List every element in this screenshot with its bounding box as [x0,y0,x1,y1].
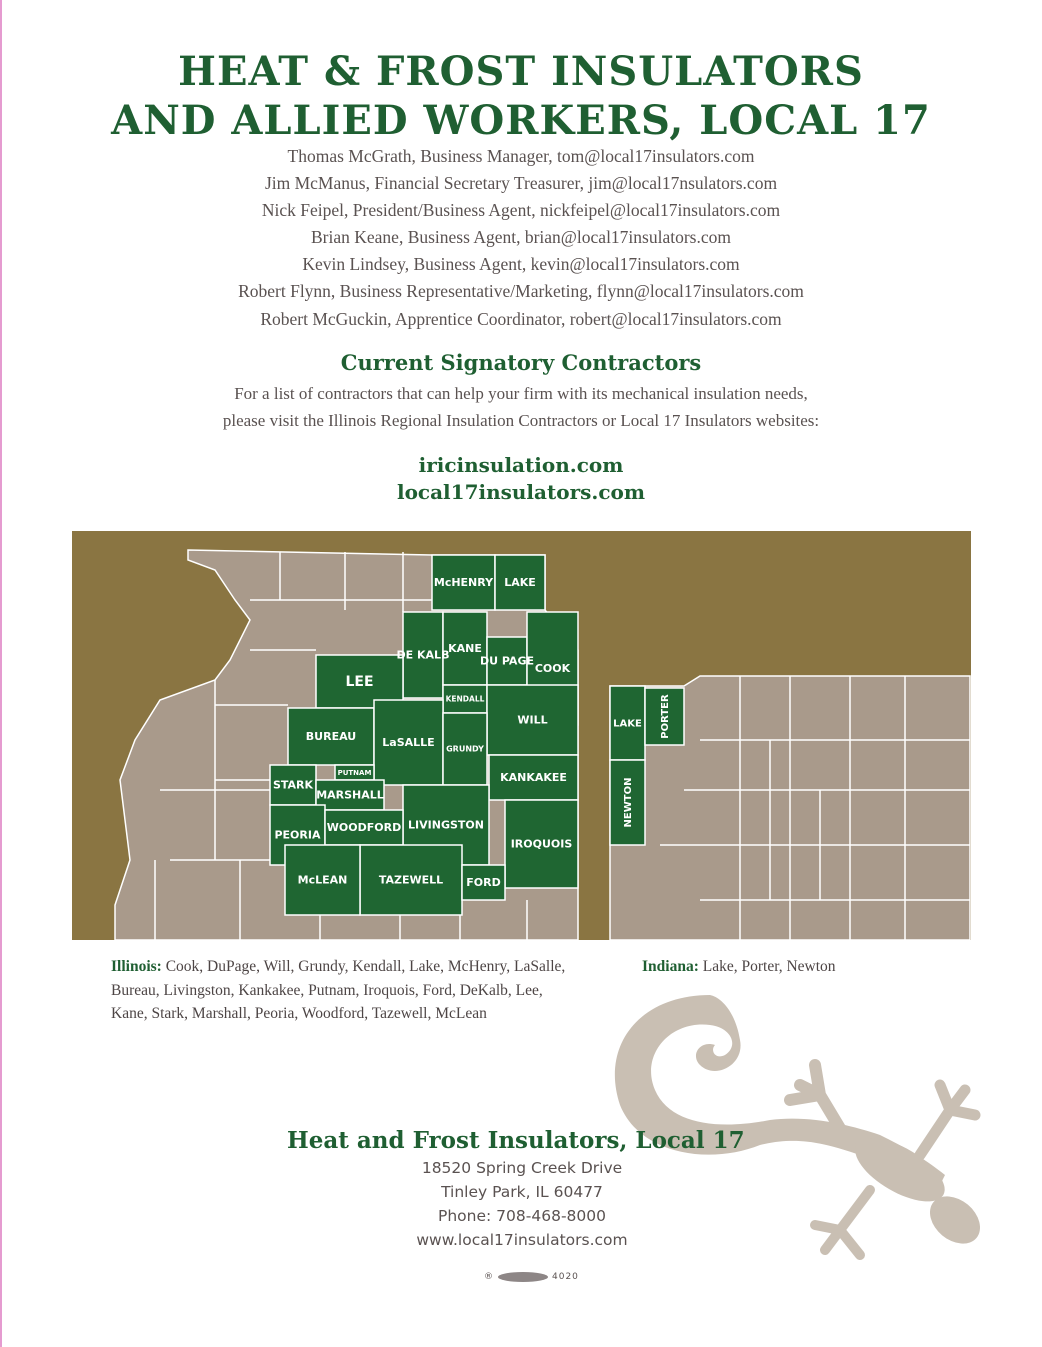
county-label: KANE [448,642,482,656]
footer-street: 18520 Spring Creek Drive [421,1159,623,1177]
footer-website[interactable]: www.local17insulators.com [416,1231,628,1249]
footer-address [322,1156,722,1252]
contact-item: Nick Feipel, President/Business Agent, nickfeipel@local17insulators.com [261,200,781,221]
county-label: WOODFORD [326,821,402,835]
county-label: LAKE [504,576,536,590]
contact-list [0,143,1042,333]
county-label: WILL [517,713,548,727]
union-bug [484,1272,579,1282]
county-label: PUTNAM [337,768,372,777]
indiana-counties [642,955,942,979]
iric-link[interactable]: iricinsulation.com [418,453,624,477]
contact-item: Kevin Lindsey, Business Agent, kevin@local17insulators.com [302,254,740,275]
county-label: BUREAU [305,730,357,744]
title-line-2: AND ALLIED WORKERS, LOCAL 17 [111,97,931,144]
footer-city: Tinley Park, IL 60477 [441,1183,603,1201]
county-label: FORD [466,876,501,890]
contact-item: Thomas McGrath, Business Manager, tom@local17insulators.com [287,146,755,166]
county-label: MARSHALL [316,788,384,802]
county-label: NEWTON [622,777,634,828]
footer-org-name: Heat and Frost Insulators, Local 17 [287,1127,745,1154]
indiana-list: Lake, Porter, Newton [702,958,836,975]
contact-item: Robert Flynn, Business Representative/Marketing, flynn@local17insulators.com [238,281,804,302]
county-label: PORTER [659,694,671,739]
contact-item: Robert McGuckin, Apprentice Coordinator, robert@local17insulators.com [260,308,782,329]
county-label: IROQUOIS [510,837,573,851]
county-label: LIVINGSTON [408,818,484,832]
county-label: PEORIA [274,828,321,842]
county-label: GRUNDY [446,744,484,754]
county-label: LAKE [613,718,642,730]
contractors-intro [0,380,1042,434]
intro-line: For a list of contractors that can help your firm with its mechanical insulation needs, [234,384,808,403]
footer-phone: Phone: 708-468-8000 [438,1207,606,1225]
contractors-heading: Current Signatory Contractors [340,350,702,375]
illinois-list: Cook, DuPage, Will, Grundy, Kendall, Lake, McHenry, LaSalle, Bureau, Livingston, Kankakee, Putnam, Iroquois, Ford, DeKalb, Lee, Kane, Stark, Marshall, Peoria, Woodford, Tazewell, McLean [111,958,566,1023]
registered-mark: ® [484,1272,494,1282]
county-label: TAZEWELL [378,873,444,887]
county-label: LEE [345,674,374,691]
county-label: DE KALB [396,648,450,662]
contact-item: Jim McManus, Financial Secretary Treasurer, jim@local17nsulators.com [264,173,778,194]
illinois-label: Illinois: [111,958,162,975]
website-links [0,452,1042,506]
county-label: McHENRY [433,576,494,590]
contact-item: Brian Keane, Business Agent, brian@local17insulators.com [311,227,731,248]
county-label: KANKAKEE [500,771,567,785]
county-label: COOK [534,662,571,676]
jurisdiction-map [72,531,971,940]
intro-line: please visit the Illinois Regional Insulation Contractors or Local 17 Insulators websites: [222,411,820,430]
local17-link[interactable]: local17insulators.com [396,480,646,504]
illinois-counties [111,955,571,1026]
county-label: STARK [272,778,314,792]
county-label: KENDALL [445,694,485,704]
county-label: DU PAGE [479,654,535,668]
union-label-logo [498,1272,548,1282]
bug-number: 4020 [552,1272,579,1282]
county-label: LaSALLE [382,736,435,750]
title-line-1: HEAT & FROST INSULATORS [178,48,864,95]
county-label: McLEAN [297,873,348,887]
indiana-label: Indiana: [642,958,699,975]
